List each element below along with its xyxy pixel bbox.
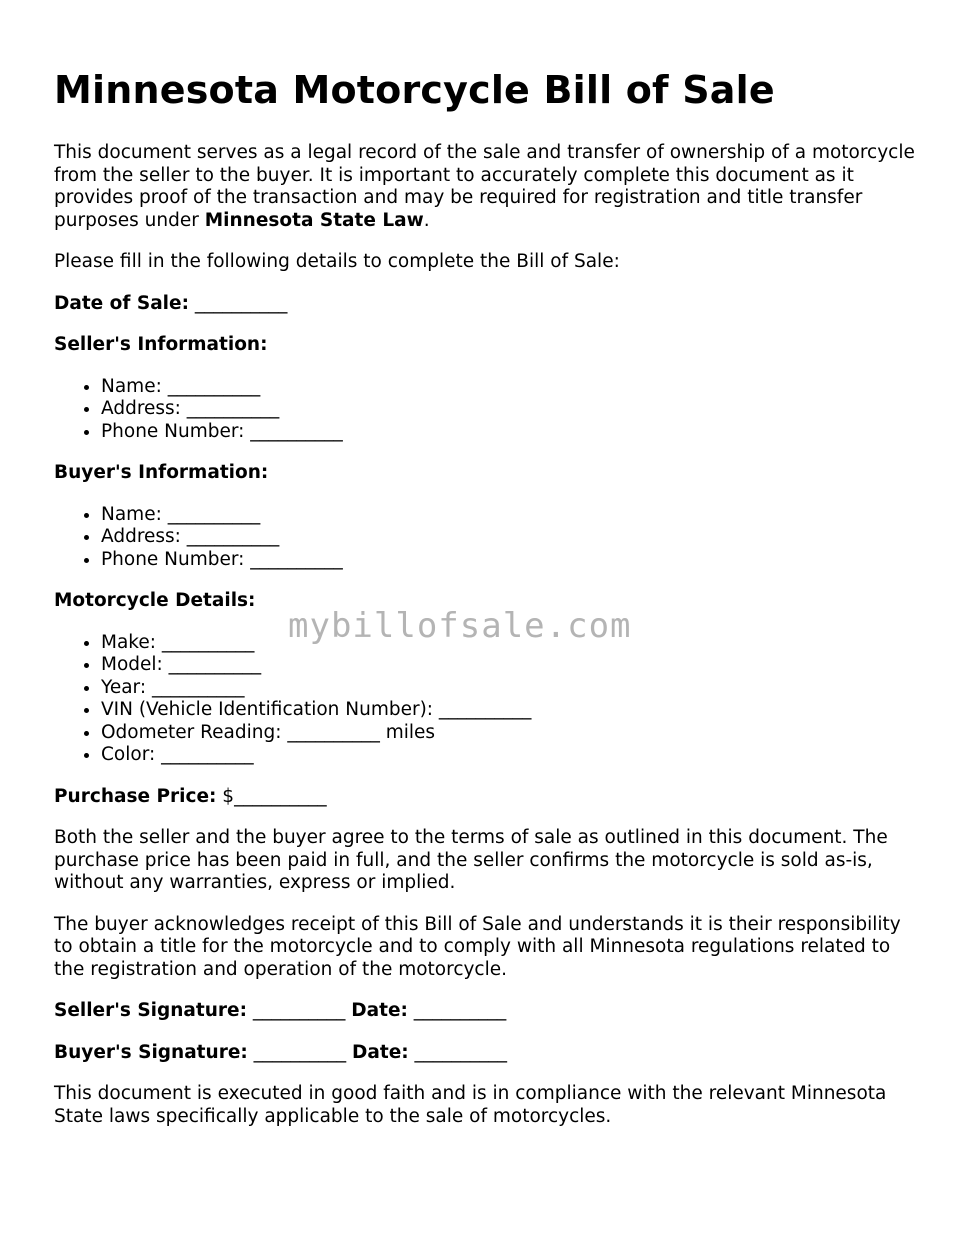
buyer-heading: [54, 462, 924, 485]
seller-list: [54, 376, 924, 444]
purchase-price-blank: $__________: [216, 785, 327, 807]
buyer-date-label: Date:: [352, 1041, 409, 1063]
seller-heading: [54, 334, 924, 357]
seller-date-blank: __________: [407, 1000, 507, 1021]
buyer-signature-blank: __________: [247, 1041, 353, 1063]
buyer-signature-line: [54, 1042, 924, 1065]
instructions: Please fill in the following details to complete the Bill of Sale:: [54, 251, 620, 272]
date-of-sale-label: Date of Sale:: [54, 292, 189, 314]
closing-paragraph: This document is executed in good faith and is in compliance with the relevant Minnesota State laws specifically applicable to the sale of motorcycles.: [54, 1083, 887, 1127]
terms-paragraph: Both the seller and the buyer agree to the terms of sale as outlined in this document. The purchase price has been paid in full, and the seller confirms the motorcycle is sold as-is, without any warranties, express or implied.: [54, 827, 888, 893]
motorcycle-vin: • VIN (Vehicle Identification Number): __________: [101, 699, 924, 722]
buyer-date-blank: __________: [408, 1041, 508, 1063]
motorcycle-model: • Model: __________: [101, 654, 924, 677]
seller-date-label: Date:: [351, 1000, 408, 1021]
seller-address: • Address: __________: [101, 398, 924, 421]
seller-phone: • Phone Number: __________: [101, 421, 924, 444]
buyer-heading-text: Buyer's Information:: [54, 462, 269, 483]
seller-signature-label: Seller's Signature:: [54, 1000, 247, 1021]
seller-heading-text: Seller's Information:: [54, 334, 268, 355]
intro-law-reference: Minnesota State Law: [204, 209, 424, 231]
watermark: mybillofsale.com: [288, 606, 632, 646]
acknowledgement-paragraph: The buyer acknowledges receipt of this Bill of Sale and understands it is their responsibility to obtain a title for the motorcycle and to comply with all Minnesota regulations related to the registration and operation of the motorcycle.: [54, 913, 901, 980]
seller-signature-blank: __________: [247, 1000, 352, 1021]
buyer-phone: • Phone Number: __________: [101, 549, 924, 572]
intro-text: This document serves as a legal record of the sale and transfer of ownership of a motorcycle from the seller to the buyer. It is important to accurately complete this document as it provides proof of the transaction and may be required for registration and title transfer purposes under: [54, 142, 915, 231]
purchase-price-line: [54, 786, 924, 809]
document-title: Minnesota Motorcycle Bill of Sale: [54, 68, 775, 112]
motorcycle-color: • Color: __________: [101, 744, 924, 767]
date-of-sale-blank: __________: [188, 292, 288, 314]
motorcycle-year: • Year: __________: [101, 677, 924, 700]
seller-signature-line: [54, 1000, 924, 1023]
motorcycle-odometer: • Odometer Reading: __________ miles: [101, 722, 924, 745]
seller-name: • Name: __________: [101, 376, 924, 399]
motorcycle-make: • Make: __________: [101, 632, 924, 655]
motorcycle-heading-text: Motorcycle Details:: [54, 590, 256, 611]
purchase-price-label: Purchase Price:: [54, 785, 217, 807]
intro-paragraph: [54, 142, 924, 232]
buyer-address: • Address: __________: [101, 526, 924, 549]
date-of-sale-line: [54, 293, 924, 316]
buyer-list: [54, 504, 924, 572]
motorcycle-list: [54, 632, 924, 767]
buyer-name: • Name: __________: [101, 504, 924, 527]
intro-end: .: [423, 209, 430, 231]
buyer-signature-label: Buyer's Signature:: [54, 1041, 248, 1063]
